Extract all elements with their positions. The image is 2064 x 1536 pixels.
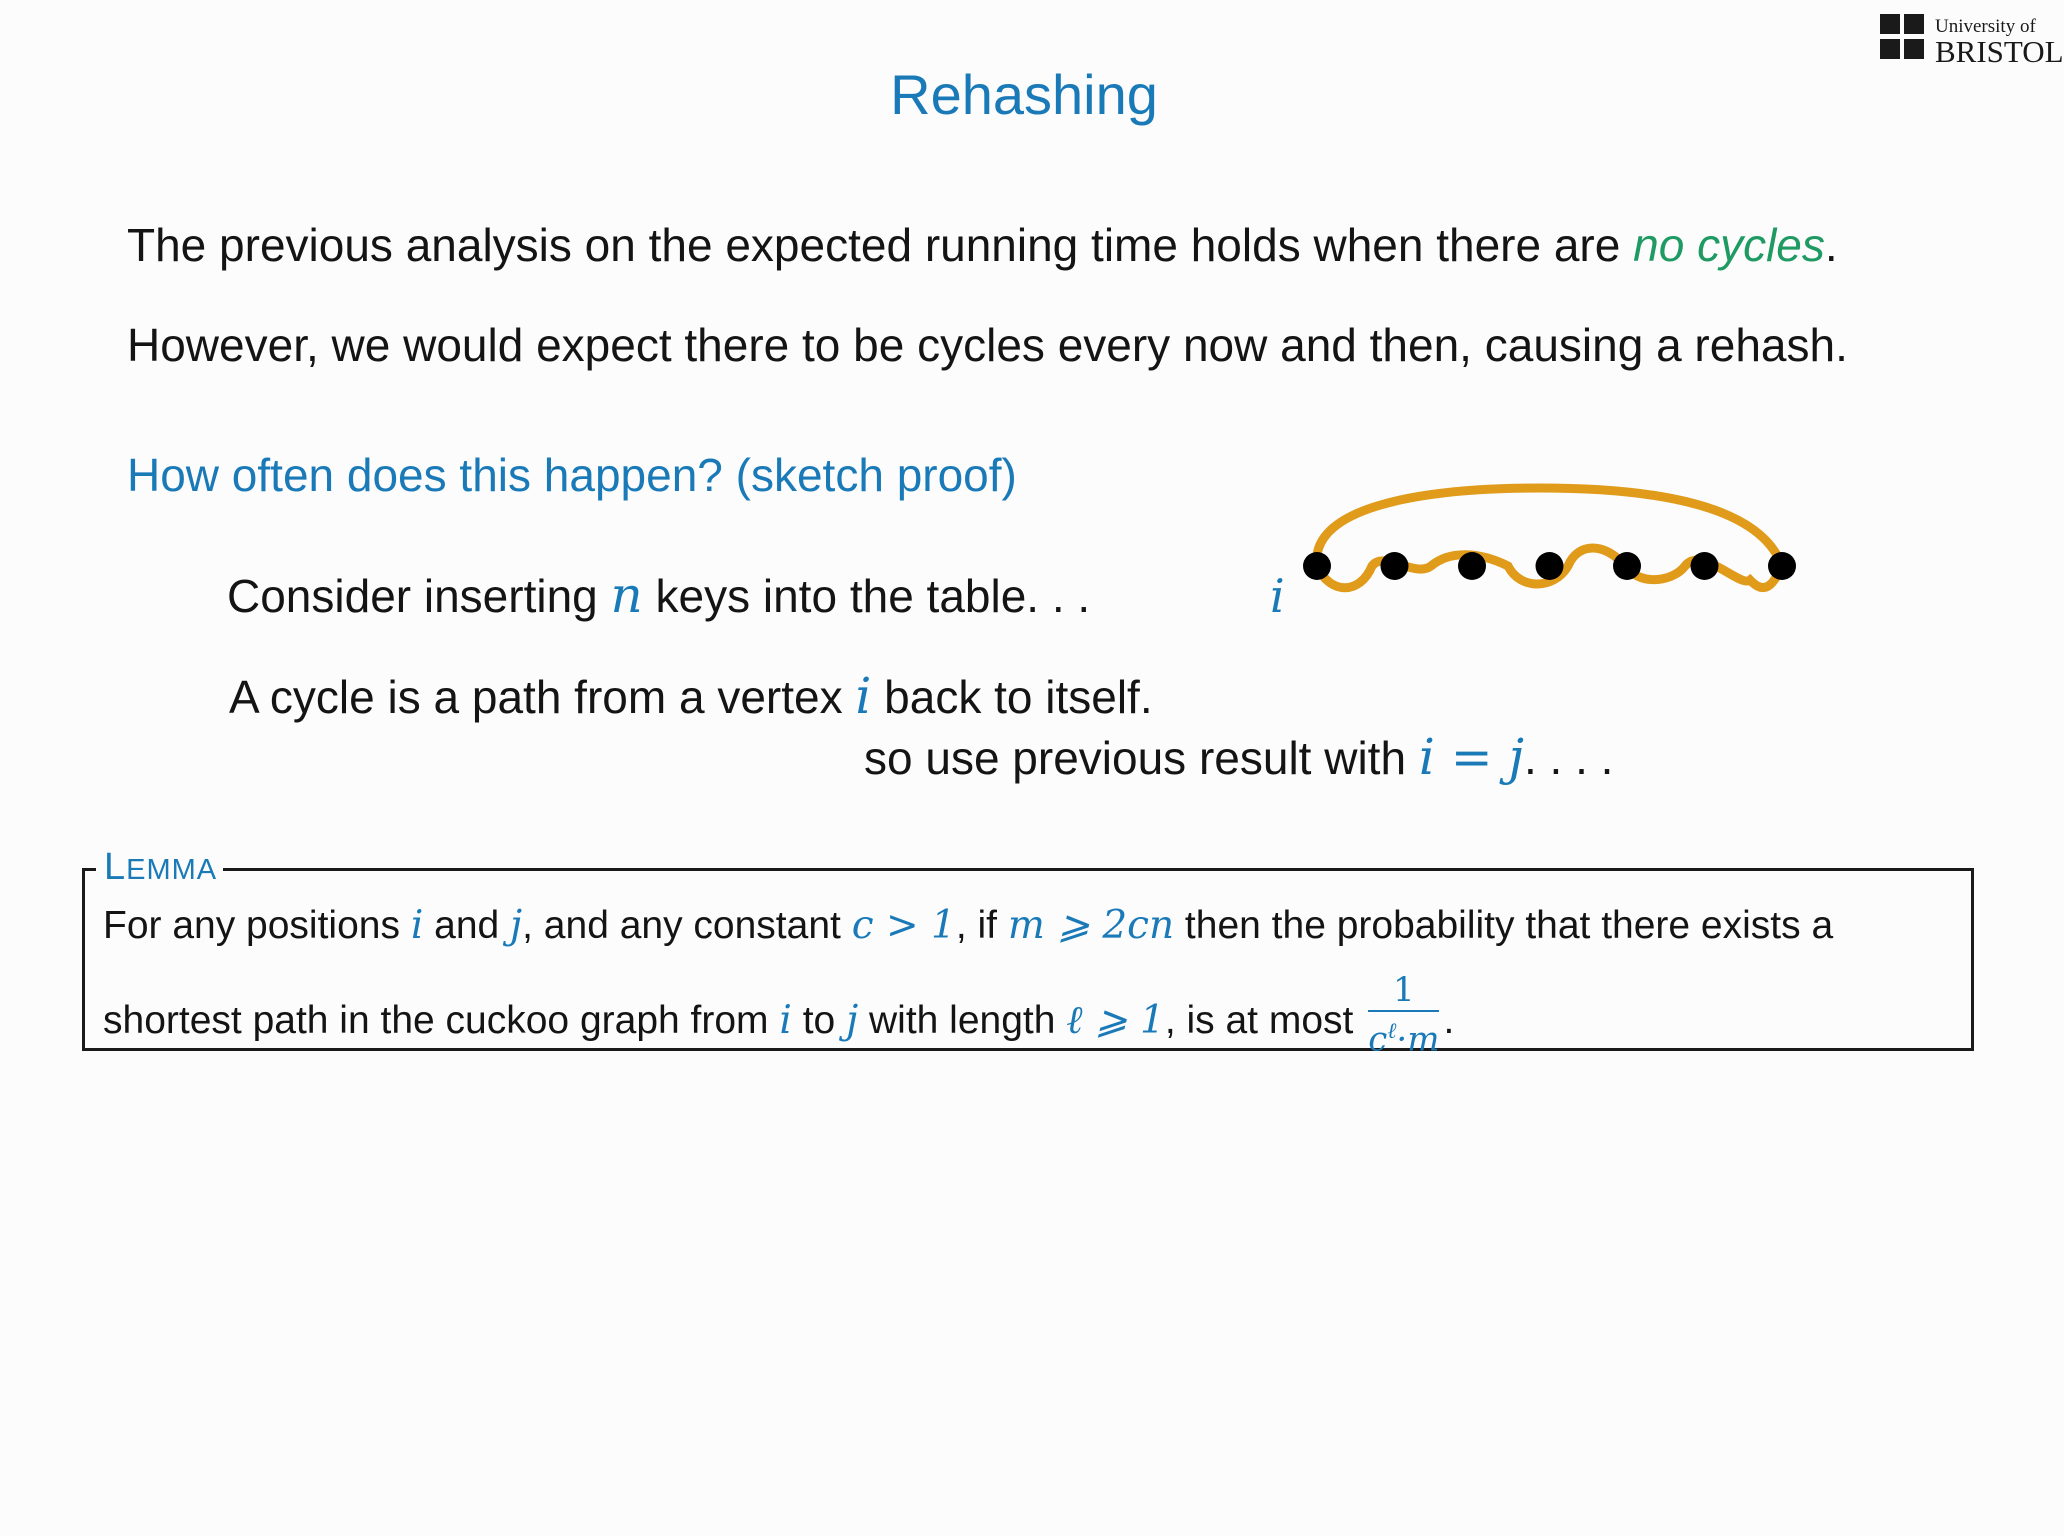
lemma-text: , and any constant xyxy=(522,904,852,947)
lemma-text: to xyxy=(791,998,847,1042)
den-exponent: ℓ xyxy=(1387,1019,1397,1044)
souse-post: . . . . xyxy=(1524,732,1614,784)
lemma-text: . xyxy=(1443,998,1455,1042)
lemma-c-gt-1: c > 1 xyxy=(851,903,956,948)
no-cycles-emphasis: no cycles xyxy=(1633,219,1825,271)
crest-icon xyxy=(1880,14,1926,62)
lemma-label-rest: EMMA xyxy=(126,854,218,886)
lemma-m-geq-2cn: m ⩾ 2cn xyxy=(1007,903,1175,948)
start-vertex-label: i xyxy=(1270,569,1285,623)
fraction-numerator: 1 xyxy=(1368,970,1439,1012)
den-tail: ·m xyxy=(1396,1019,1440,1060)
lemma-text: , if xyxy=(955,904,1008,947)
consider-line xyxy=(227,566,1090,624)
so-use-line xyxy=(864,728,1613,786)
cycle-post: back to itself. xyxy=(871,671,1153,723)
lemma-var-i: i xyxy=(779,997,792,1043)
lemma-text: For any positions xyxy=(103,904,411,947)
lemma-label-initial: L xyxy=(104,846,127,888)
lemma-text: , is at most xyxy=(1164,998,1365,1042)
graph-vertex xyxy=(1303,552,1331,580)
lemma-ell-geq-1: ℓ ⩾ 1 xyxy=(1066,997,1165,1043)
lemma-line-2 xyxy=(103,970,1455,1067)
i-equals-j: i = j xyxy=(1418,728,1524,786)
logo-line2: BRISTOL xyxy=(1935,34,2064,69)
graph-vertex xyxy=(1691,552,1719,580)
lemma-line-1 xyxy=(103,903,1833,948)
paragraph-2: However, we would expect there to be cycles every now and then, causing a rehash. xyxy=(127,319,1848,371)
var-i: i xyxy=(855,667,872,725)
souse-pre: so use previous result with xyxy=(864,732,1419,784)
den-base: c xyxy=(1368,1019,1388,1060)
lemma-text: and xyxy=(423,904,511,947)
cycle-pre: A cycle is a path from a vertex xyxy=(229,671,856,723)
cycle-definition xyxy=(229,667,1153,725)
graph-vertex xyxy=(1381,552,1409,580)
graph-vertex xyxy=(1613,552,1641,580)
consider-post: keys into the table. . . xyxy=(642,570,1091,622)
graph-vertex xyxy=(1458,552,1486,580)
lemma-var-j: j xyxy=(510,903,523,948)
lemma-text: with length xyxy=(858,998,1067,1042)
graph-vertex xyxy=(1768,552,1796,580)
logo-line1: University of xyxy=(1935,16,2036,37)
sub-heading: How often does this happen? (sketch proof) xyxy=(127,449,1017,501)
graph-vertex xyxy=(1536,552,1564,580)
lemma-var-j: j xyxy=(846,997,859,1043)
lemma-var-i: i xyxy=(410,903,424,948)
paragraph-1-end: . xyxy=(1824,219,1838,271)
lemma-label xyxy=(96,846,223,889)
slide-title: Rehashing xyxy=(890,63,1158,126)
cycle-graph-diagram xyxy=(1270,470,1810,630)
fraction-denominator xyxy=(1368,1012,1439,1059)
consider-pre: Consider inserting xyxy=(227,570,611,622)
var-n: n xyxy=(610,566,643,624)
paragraph-1-text: The previous analysis on the expected running time holds when there are xyxy=(127,219,1634,271)
university-logo xyxy=(1880,12,2064,69)
paragraph-1 xyxy=(127,218,1838,272)
lemma-text: then the probability that there exists a xyxy=(1174,904,1834,947)
lemma-text: shortest path in the cuckoo graph from xyxy=(103,998,780,1042)
probability-fraction xyxy=(1368,970,1439,1059)
